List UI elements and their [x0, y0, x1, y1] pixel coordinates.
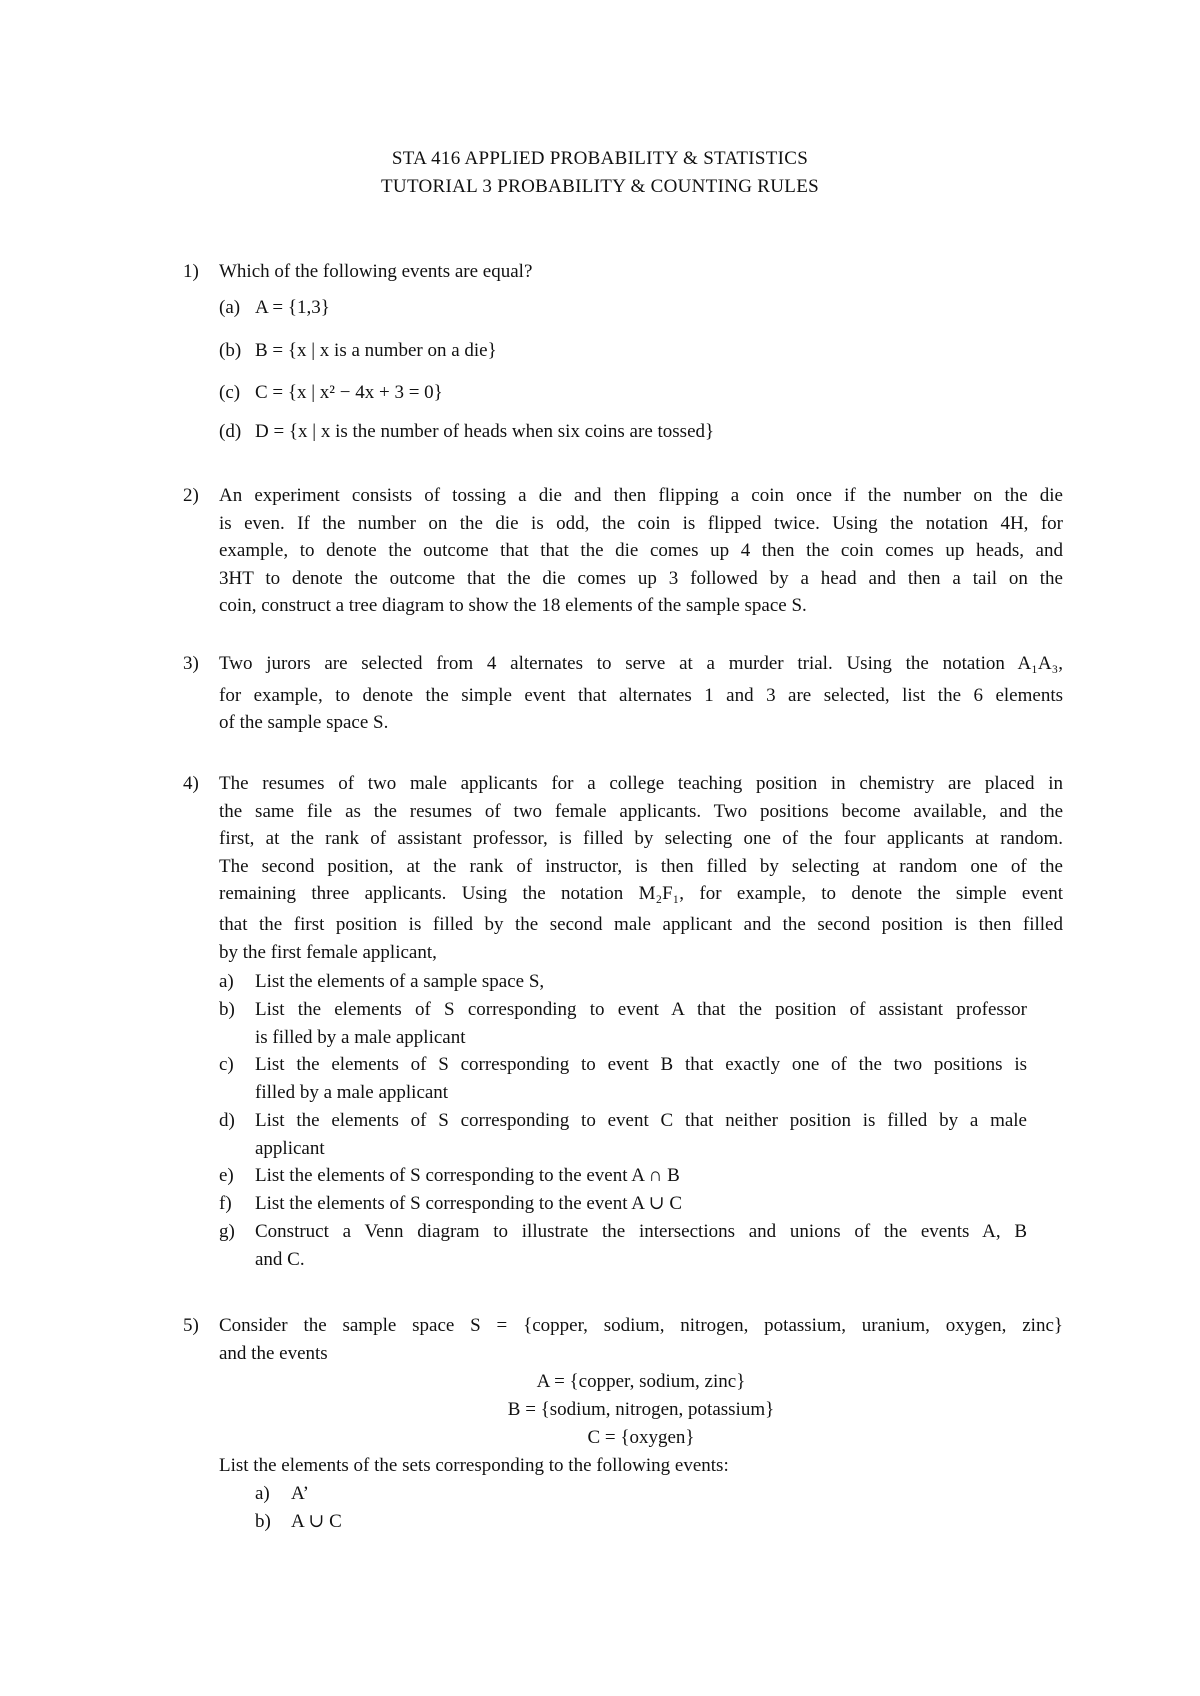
question-number: 5)	[183, 1315, 199, 1336]
question-3	[183, 650, 1063, 740]
question-number: 2)	[183, 485, 199, 506]
paragraph-line: Consider the sample space S = {copper, sodium, nitrogen, potassium, uranium, oxygen, zinc}	[219, 1315, 1063, 1336]
question-4: 4) The resumes of two male applicants for a college teaching position in chemistry are placed in the same file as the resumes of two female applicants. Two positions become available, and the first, at the rank of assistant professor, is filled by selecting one of the four applicants at random. The second position, at the rank of instructor, is then filled by selecting at random one of the remaining three applicants. Using the notation M₂F₁, for example, to denote the simple event that the first position is filled by the second male applicant and the second position is then filled by the first female applicant, a) List the elements of a sample space S, b) List the elements of S corresponding to event A that the position of assistant professor is filled by a male applicant c) List the elements of S corresponding to event B that exactly one of the two positions is filled by a male applicant d) List the elements of S corresponding to event C that neither position is filled by a male applicant e) List the elements of S corresponding to the event A ∩ B f) List the elements of S corresponding to the event A ∪ C g) Construct a Venn diagram to illustrate the intersections and unions of the events A, B and C.	[183, 770, 1063, 1280]
paragraph-line: the same file as the resumes of two female applicants. Two positions become available, and the	[219, 800, 1063, 822]
course-title: STA 416 APPLIED PROBABILITY & STATISTICS	[391, 148, 809, 169]
set-a: A = {copper, sodium, zinc}	[536, 1371, 746, 1392]
paragraph-line: The second position, at the rank of instructor, is then filled by selecting at random one of the	[219, 855, 1063, 877]
paragraph-line: that the first position is filled by the second male applicant and the second position is then filled	[219, 913, 1063, 935]
question-2	[183, 482, 1063, 622]
option-b: (b) B = {x | x is a number on a die}	[219, 340, 497, 361]
paragraph-line: example, to denote the outcome that that the die comes up 4 then the coin comes up heads, and	[219, 540, 1063, 562]
question-5: 5) Consider the sample space S = {copper, sodium, nitrogen, potassium, uranium, oxygen, zinc} and the events A = {copper, sodium, zinc} B = {sodium, nitrogen, potassium} C = {oxygen} List the elements of the sets corresponding to the following events: a) A’ b) A ∪ C	[183, 1312, 1063, 1542]
question-number: 1)	[183, 261, 199, 282]
paragraph-line: An experiment consists of tossing a die and then flipping a coin once if the number on the die	[219, 485, 1063, 506]
paragraph-line: and the events	[219, 1342, 328, 1364]
option-c: (c) C = {x | x² − 4x + 3 = 0}	[219, 382, 443, 403]
set-b: B = {sodium, nitrogen, potassium}	[507, 1399, 775, 1420]
paragraph-line: remaining three applicants. Using the notation M₂F₁, for example, to denote the simple event	[219, 883, 1063, 905]
question-number: 3)	[183, 653, 199, 674]
option-d: (d) D = {x | x is the number of heads when six coins are tossed}	[219, 421, 715, 442]
paragraph-line: for example, to denote the simple event that alternates 1 and 3 are selected, list the 6 elements	[219, 684, 1063, 706]
instruction: List the elements of the sets corresponding to the following events:	[219, 1455, 729, 1476]
paragraph-line: by the first female applicant,	[219, 941, 437, 963]
paragraph-line: of the sample space S.	[219, 712, 389, 734]
paragraph-line: coin, construct a tree diagram to show the 18 elements of the sample space S.	[219, 595, 807, 617]
paragraph-line: 3HT to denote the outcome that the die comes up 3 followed by a head and then a tail on the	[219, 567, 1063, 589]
paragraph-line: Two jurors are selected from 4 alternates to serve at a murder trial. Using the notation A₁A₃,	[219, 653, 1063, 674]
option-a: (a) A = {1,3}	[219, 297, 330, 318]
paragraph-line: The resumes of two male applicants for a college teaching position in chemistry are placed in	[219, 773, 1063, 794]
tutorial-title: TUTORIAL 3 PROBABILITY & COUNTING RULES	[381, 176, 819, 197]
paragraph-line: first, at the rank of assistant professor, is filled by selecting one of the four applicants at random.	[219, 828, 1063, 850]
paragraph-line: is even. If the number on the die is odd, the coin is flipped twice. Using the notation 4H, for	[219, 512, 1063, 534]
set-c: C = {oxygen}	[587, 1427, 695, 1448]
question-number: 4)	[183, 773, 199, 794]
question-prompt: Which of the following events are equal?	[219, 261, 533, 282]
question-1	[183, 258, 1063, 448]
